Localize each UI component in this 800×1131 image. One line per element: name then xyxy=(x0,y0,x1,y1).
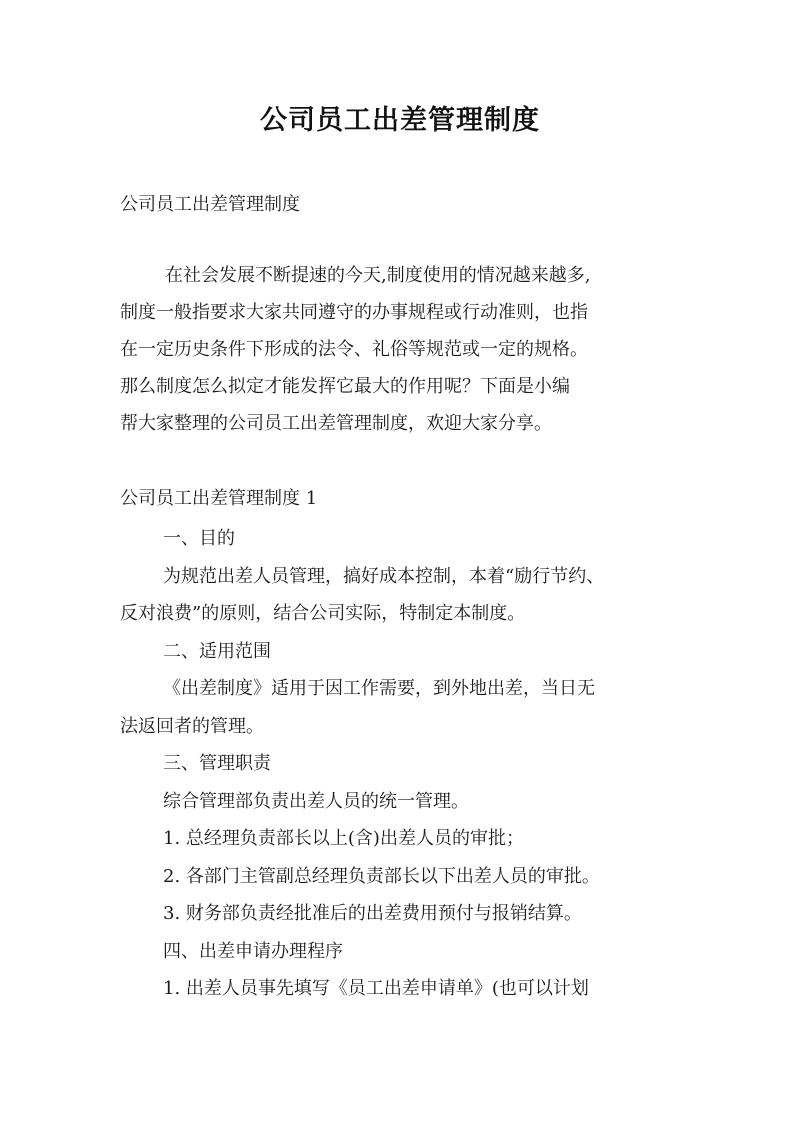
heading-scope: 二、适用范围 xyxy=(163,641,271,662)
list-item: 3. 财务部负责经批准后的出差费用预付与报销结算。 xyxy=(163,903,582,924)
list-item: 1. 出差人员事先填写《员工出差申请单》(也可以计划 xyxy=(163,978,589,999)
intro-line: 那么制度怎么拟定才能发挥它最大的作用呢？下面是小编 xyxy=(120,376,570,397)
body-line: 法返回者的管理。 xyxy=(120,716,264,737)
section-heading: 公司员工出差管理制度 1 xyxy=(120,488,318,509)
list-item: 1. 总经理负责部长以上(含)出差人员的审批； xyxy=(163,828,524,849)
body-line: 为规范出差人员管理，搞好成本控制，本着“励行节约、 xyxy=(163,566,605,587)
intro-line: 帮大家整理的公司员工出差管理制度，欢迎大家分享。 xyxy=(120,413,552,434)
body-line: 综合管理部负责出差人员的统一管理。 xyxy=(163,791,469,812)
body-line: 《出差制度》适用于因工作需要，到外地出差，当日无 xyxy=(163,678,595,699)
document-title: 公司员工出差管理制度 xyxy=(260,105,540,136)
list-item: 2. 各部门主管副总经理负责部长以下出差人员的审批。 xyxy=(163,866,600,887)
intro-line: 在社会发展不断提速的今天,制度使用的情况越来越多, xyxy=(165,265,591,286)
document-subtitle: 公司员工出差管理制度 xyxy=(120,194,300,215)
intro-line: 在一定历史条件下形成的法令、礼俗等规范或一定的规格。 xyxy=(120,339,588,360)
heading-application-procedure: 四、出差申请办理程序 xyxy=(163,941,343,962)
body-line: 反对浪费”的原则，结合公司实际，特制定本制度。 xyxy=(120,603,526,624)
heading-responsibilities: 三、管理职责 xyxy=(163,753,271,774)
intro-line: 制度一般指要求大家共同遵守的办事规程或行动准则，也指 xyxy=(120,302,588,323)
heading-purpose: 一、目的 xyxy=(163,528,235,549)
